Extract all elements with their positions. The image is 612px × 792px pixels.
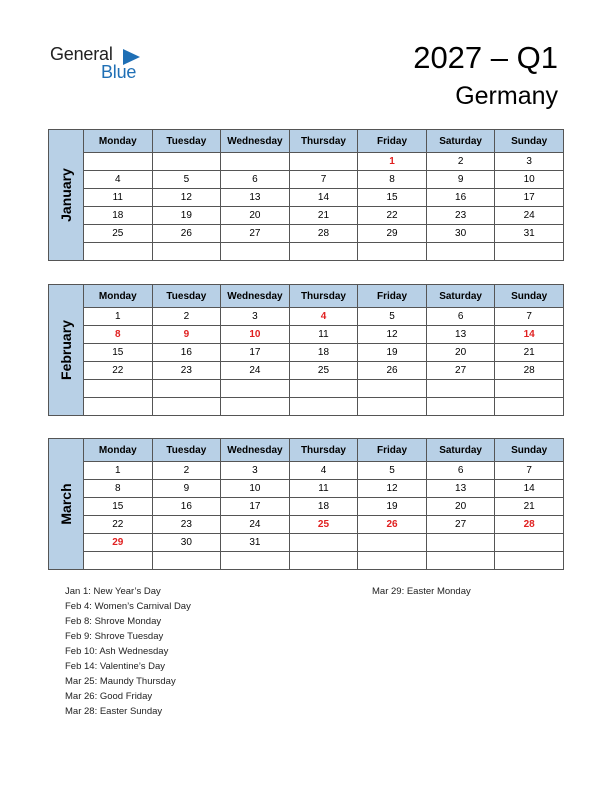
- country-title: Germany: [455, 82, 558, 110]
- day-cell: [152, 380, 221, 398]
- holiday-note: Feb 8: Shrove Monday: [65, 616, 162, 627]
- day-cell: [84, 398, 153, 416]
- week-row: [84, 534, 564, 552]
- day-cell: [495, 380, 564, 398]
- weekday-header: Wednesday: [221, 285, 290, 308]
- day-cell: [221, 552, 290, 570]
- day-cell: 27: [426, 516, 495, 534]
- day-cell: 11: [289, 480, 358, 498]
- holiday-note: Feb 10: Ash Wednesday: [65, 646, 169, 657]
- day-cell: [84, 552, 153, 570]
- day-cell: [152, 153, 221, 171]
- day-cell: 4: [289, 308, 358, 326]
- day-cell: 23: [426, 207, 495, 225]
- day-cell: 14: [495, 326, 564, 344]
- day-cell: 2: [152, 308, 221, 326]
- week-row: [84, 189, 564, 207]
- week-row: [84, 326, 564, 344]
- day-cell: 28: [495, 362, 564, 380]
- day-cell: 15: [358, 189, 427, 207]
- day-cell: [221, 398, 290, 416]
- logo-general-text: General: [50, 44, 113, 64]
- month-calendar-january: [48, 129, 564, 261]
- day-cell: 5: [152, 171, 221, 189]
- day-cell: 14: [289, 189, 358, 207]
- day-cell: 24: [495, 207, 564, 225]
- day-cell: 26: [152, 225, 221, 243]
- day-cell: [84, 380, 153, 398]
- weekday-header: Friday: [358, 439, 427, 462]
- day-cell: [426, 552, 495, 570]
- holiday-note: Mar 26: Good Friday: [65, 691, 153, 702]
- day-cell: 3: [221, 308, 290, 326]
- day-cell: 10: [221, 326, 290, 344]
- day-cell: 13: [221, 189, 290, 207]
- weekday-header: Wednesday: [221, 439, 290, 462]
- calendar-table: [83, 438, 564, 570]
- day-cell: 12: [152, 189, 221, 207]
- holiday-note: Mar 25: Maundy Thursday: [65, 676, 176, 687]
- weekday-header-row: [84, 439, 564, 462]
- day-cell: 16: [152, 498, 221, 516]
- weekday-header: Monday: [84, 285, 153, 308]
- day-cell: 28: [289, 225, 358, 243]
- day-cell: 27: [221, 225, 290, 243]
- day-cell: 17: [495, 189, 564, 207]
- weekday-header: Sunday: [495, 130, 564, 153]
- day-cell: 7: [289, 171, 358, 189]
- day-cell: 10: [221, 480, 290, 498]
- day-cell: 7: [495, 308, 564, 326]
- day-cell: 21: [289, 207, 358, 225]
- weekday-header: Sunday: [495, 439, 564, 462]
- day-cell: 21: [495, 498, 564, 516]
- week-row: [84, 207, 564, 225]
- holiday-note: Feb 14: Valentine’s Day: [65, 661, 165, 672]
- weekday-header: Thursday: [289, 439, 358, 462]
- day-cell: 11: [84, 189, 153, 207]
- weekday-header: Monday: [84, 130, 153, 153]
- weekday-header: Monday: [84, 439, 153, 462]
- weekday-header: Friday: [358, 130, 427, 153]
- day-cell: [289, 380, 358, 398]
- holiday-notes-right: [372, 584, 471, 599]
- day-cell: 24: [221, 516, 290, 534]
- weekday-header-row: [84, 285, 564, 308]
- day-cell: 4: [84, 171, 153, 189]
- week-row: [84, 171, 564, 189]
- day-cell: 5: [358, 462, 427, 480]
- day-cell: [426, 534, 495, 552]
- holiday-note: Jan 1: New Year’s Day: [65, 586, 161, 597]
- week-row: [84, 398, 564, 416]
- day-cell: 20: [426, 498, 495, 516]
- day-cell: 5: [358, 308, 427, 326]
- day-cell: [426, 398, 495, 416]
- month-label-cell: [48, 438, 83, 570]
- week-row: [84, 308, 564, 326]
- day-cell: 18: [84, 207, 153, 225]
- day-cell: 18: [289, 344, 358, 362]
- day-cell: 14: [495, 480, 564, 498]
- day-cell: 31: [221, 534, 290, 552]
- day-cell: 19: [152, 207, 221, 225]
- day-cell: 23: [152, 516, 221, 534]
- day-cell: [358, 243, 427, 261]
- weekday-header: Saturday: [426, 439, 495, 462]
- day-cell: [358, 534, 427, 552]
- weekday-header: Sunday: [495, 285, 564, 308]
- day-cell: 13: [426, 326, 495, 344]
- holiday-note: Feb 9: Shrove Tuesday: [65, 631, 164, 642]
- week-row: [84, 462, 564, 480]
- day-cell: 3: [221, 462, 290, 480]
- day-cell: 25: [289, 362, 358, 380]
- month-calendar-february: [48, 284, 564, 416]
- day-cell: 15: [84, 498, 153, 516]
- month-label-cell: [48, 129, 83, 261]
- day-cell: [426, 243, 495, 261]
- day-cell: [152, 398, 221, 416]
- day-cell: 9: [426, 171, 495, 189]
- logo: [50, 44, 150, 84]
- day-cell: [289, 153, 358, 171]
- day-cell: 29: [84, 534, 153, 552]
- month-name: January: [58, 168, 74, 222]
- day-cell: 27: [426, 362, 495, 380]
- day-cell: [289, 243, 358, 261]
- day-cell: 4: [289, 462, 358, 480]
- day-cell: [495, 398, 564, 416]
- day-cell: 22: [358, 207, 427, 225]
- day-cell: 25: [289, 516, 358, 534]
- day-cell: 30: [152, 534, 221, 552]
- week-row: [84, 362, 564, 380]
- day-cell: 8: [84, 480, 153, 498]
- day-cell: 26: [358, 516, 427, 534]
- day-cell: 24: [221, 362, 290, 380]
- day-cell: [426, 380, 495, 398]
- month-calendar-march: [48, 438, 564, 570]
- week-row: [84, 480, 564, 498]
- day-cell: 9: [152, 326, 221, 344]
- day-cell: 22: [84, 516, 153, 534]
- week-row: [84, 516, 564, 534]
- day-cell: [358, 398, 427, 416]
- weekday-header-row: [84, 130, 564, 153]
- weekday-header: Tuesday: [152, 130, 221, 153]
- day-cell: 19: [358, 498, 427, 516]
- day-cell: [84, 153, 153, 171]
- day-cell: 8: [358, 171, 427, 189]
- holiday-note: Mar 29: Easter Monday: [372, 586, 471, 597]
- day-cell: 30: [426, 225, 495, 243]
- day-cell: 3: [495, 153, 564, 171]
- day-cell: 28: [495, 516, 564, 534]
- day-cell: 20: [221, 207, 290, 225]
- weekday-header: Saturday: [426, 285, 495, 308]
- day-cell: 8: [84, 326, 153, 344]
- day-cell: 20: [426, 344, 495, 362]
- weekday-header: Saturday: [426, 130, 495, 153]
- month-name: March: [58, 483, 74, 525]
- day-cell: 12: [358, 326, 427, 344]
- day-cell: [221, 380, 290, 398]
- day-cell: 18: [289, 498, 358, 516]
- week-row: [84, 498, 564, 516]
- calendar-table: [83, 284, 564, 416]
- day-cell: 17: [221, 344, 290, 362]
- weekday-header: Thursday: [289, 130, 358, 153]
- day-cell: 7: [495, 462, 564, 480]
- month-label-cell: [48, 284, 83, 416]
- day-cell: 6: [426, 308, 495, 326]
- day-cell: 22: [84, 362, 153, 380]
- day-cell: [289, 534, 358, 552]
- day-cell: 2: [426, 153, 495, 171]
- day-cell: [152, 243, 221, 261]
- day-cell: 2: [152, 462, 221, 480]
- day-cell: [289, 552, 358, 570]
- day-cell: 16: [426, 189, 495, 207]
- day-cell: 9: [152, 480, 221, 498]
- holiday-note: Mar 28: Easter Sunday: [65, 706, 163, 717]
- day-cell: [221, 153, 290, 171]
- day-cell: [495, 243, 564, 261]
- day-cell: 1: [84, 308, 153, 326]
- day-cell: 21: [495, 344, 564, 362]
- day-cell: 13: [426, 480, 495, 498]
- day-cell: 12: [358, 480, 427, 498]
- logo-blue-text: Blue: [101, 62, 137, 82]
- day-cell: 31: [495, 225, 564, 243]
- holiday-note: Feb 4: Women’s Carnival Day: [65, 601, 191, 612]
- day-cell: 16: [152, 344, 221, 362]
- weekday-header: Friday: [358, 285, 427, 308]
- day-cell: [495, 534, 564, 552]
- week-row: [84, 380, 564, 398]
- day-cell: [84, 243, 153, 261]
- day-cell: 1: [84, 462, 153, 480]
- calendar-table: [83, 129, 564, 261]
- week-row: [84, 344, 564, 362]
- day-cell: [495, 552, 564, 570]
- day-cell: [221, 243, 290, 261]
- month-name: February: [58, 320, 74, 380]
- day-cell: 26: [358, 362, 427, 380]
- weekday-header: Tuesday: [152, 285, 221, 308]
- weekday-header: Tuesday: [152, 439, 221, 462]
- week-row: [84, 225, 564, 243]
- day-cell: 19: [358, 344, 427, 362]
- holiday-notes-left: [65, 584, 191, 719]
- day-cell: [358, 380, 427, 398]
- day-cell: 6: [221, 171, 290, 189]
- day-cell: 25: [84, 225, 153, 243]
- weekday-header: Wednesday: [221, 130, 290, 153]
- weekday-header: Thursday: [289, 285, 358, 308]
- day-cell: 10: [495, 171, 564, 189]
- day-cell: [358, 552, 427, 570]
- page-title: 2027 – Q1: [413, 40, 558, 75]
- day-cell: 29: [358, 225, 427, 243]
- day-cell: 15: [84, 344, 153, 362]
- day-cell: 17: [221, 498, 290, 516]
- day-cell: [289, 398, 358, 416]
- week-row: [84, 552, 564, 570]
- day-cell: 23: [152, 362, 221, 380]
- day-cell: [152, 552, 221, 570]
- week-row: [84, 153, 564, 171]
- week-row: [84, 243, 564, 261]
- day-cell: 1: [358, 153, 427, 171]
- day-cell: 11: [289, 326, 358, 344]
- day-cell: 6: [426, 462, 495, 480]
